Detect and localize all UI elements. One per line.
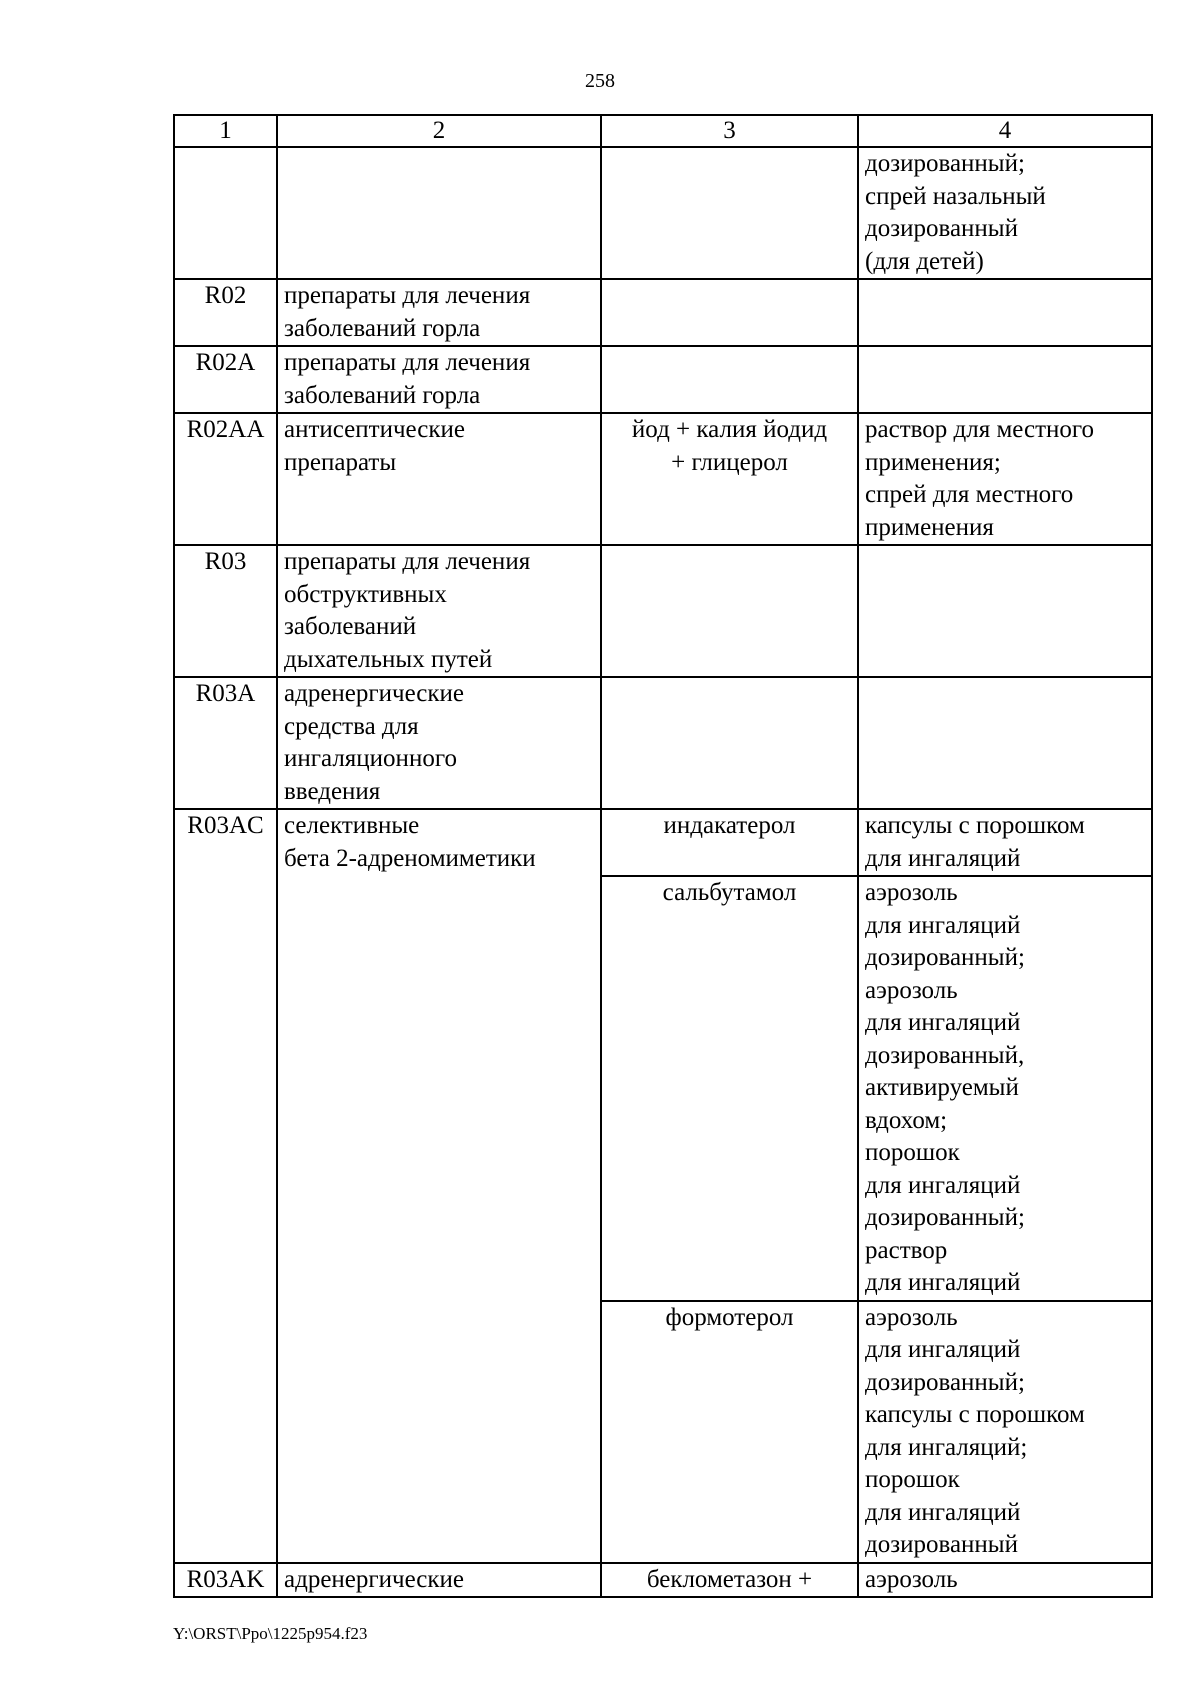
table-row xyxy=(174,677,1152,809)
dosage-form: аэрозоль для ингаляций дозированный; аэрозоль для ингаляций дозированный, активируемый вдохом; порошок для ингаляций дозированный; раствор для ингаляций xyxy=(858,876,1152,1301)
atc-name xyxy=(277,147,601,279)
atc-code xyxy=(174,147,277,279)
medication-table xyxy=(173,114,1153,1598)
table-row xyxy=(174,279,1152,346)
atc-code: R03AK xyxy=(174,1563,277,1598)
atc-name: адренергические xyxy=(277,1563,601,1598)
atc-code: R03A xyxy=(174,677,277,809)
header-col-3: 3 xyxy=(601,115,858,147)
drug-name xyxy=(601,279,858,346)
header-col-4: 4 xyxy=(858,115,1152,147)
table-row xyxy=(174,346,1152,413)
dosage-form xyxy=(858,677,1152,809)
dosage-form xyxy=(858,346,1152,413)
dosage-form: раствор для местного применения; спрей для местного применения xyxy=(858,413,1152,545)
drug-name xyxy=(601,677,858,809)
table-row xyxy=(174,1563,1152,1598)
footer-file-path: Y:\ORST\Ppo\1225p954.f23 xyxy=(173,1624,368,1643)
table-row xyxy=(174,147,1152,279)
drug-name: формотерол xyxy=(601,1301,858,1563)
atc-code: R02AA xyxy=(174,413,277,545)
drug-name: йод + калия йодид + глицерол xyxy=(601,413,858,545)
atc-name: препараты для лечения обструктивных заболеваний дыхательных путей xyxy=(277,545,601,677)
atc-name: препараты для лечения заболеваний горла xyxy=(277,279,601,346)
atc-code: R02A xyxy=(174,346,277,413)
table-row xyxy=(174,413,1152,545)
drug-name xyxy=(601,545,858,677)
header-col-2: 2 xyxy=(277,115,601,147)
table-row xyxy=(174,809,1152,876)
drug-name: беклометазон + xyxy=(601,1563,858,1598)
atc-code: R03AC xyxy=(174,809,277,1563)
drug-name: индакатерол xyxy=(601,809,858,876)
drug-name xyxy=(601,147,858,279)
table-row xyxy=(174,545,1152,677)
atc-code: R03 xyxy=(174,545,277,677)
header-col-1: 1 xyxy=(174,115,277,147)
drug-name: сальбутамол xyxy=(601,876,858,1301)
dosage-form xyxy=(858,545,1152,677)
dosage-form: аэрозоль xyxy=(858,1563,1152,1598)
dosage-form: дозированный; спрей назальный дозированный (для детей) xyxy=(858,147,1152,279)
dosage-form: капсулы с порошком для ингаляций xyxy=(858,809,1152,876)
atc-code: R02 xyxy=(174,279,277,346)
atc-name: антисептические препараты xyxy=(277,413,601,545)
page-number: 258 xyxy=(585,70,615,92)
atc-name: селективные бета 2-адреномиметики xyxy=(277,809,601,1563)
header-row xyxy=(174,115,1152,147)
atc-name: препараты для лечения заболеваний горла xyxy=(277,346,601,413)
dosage-form xyxy=(858,279,1152,346)
drug-name xyxy=(601,346,858,413)
atc-name: адренергические средства для ингаляционного введения xyxy=(277,677,601,809)
dosage-form: аэрозоль для ингаляций дозированный; капсулы с порошком для ингаляций; порошок для ингаляций дозированный xyxy=(858,1301,1152,1563)
